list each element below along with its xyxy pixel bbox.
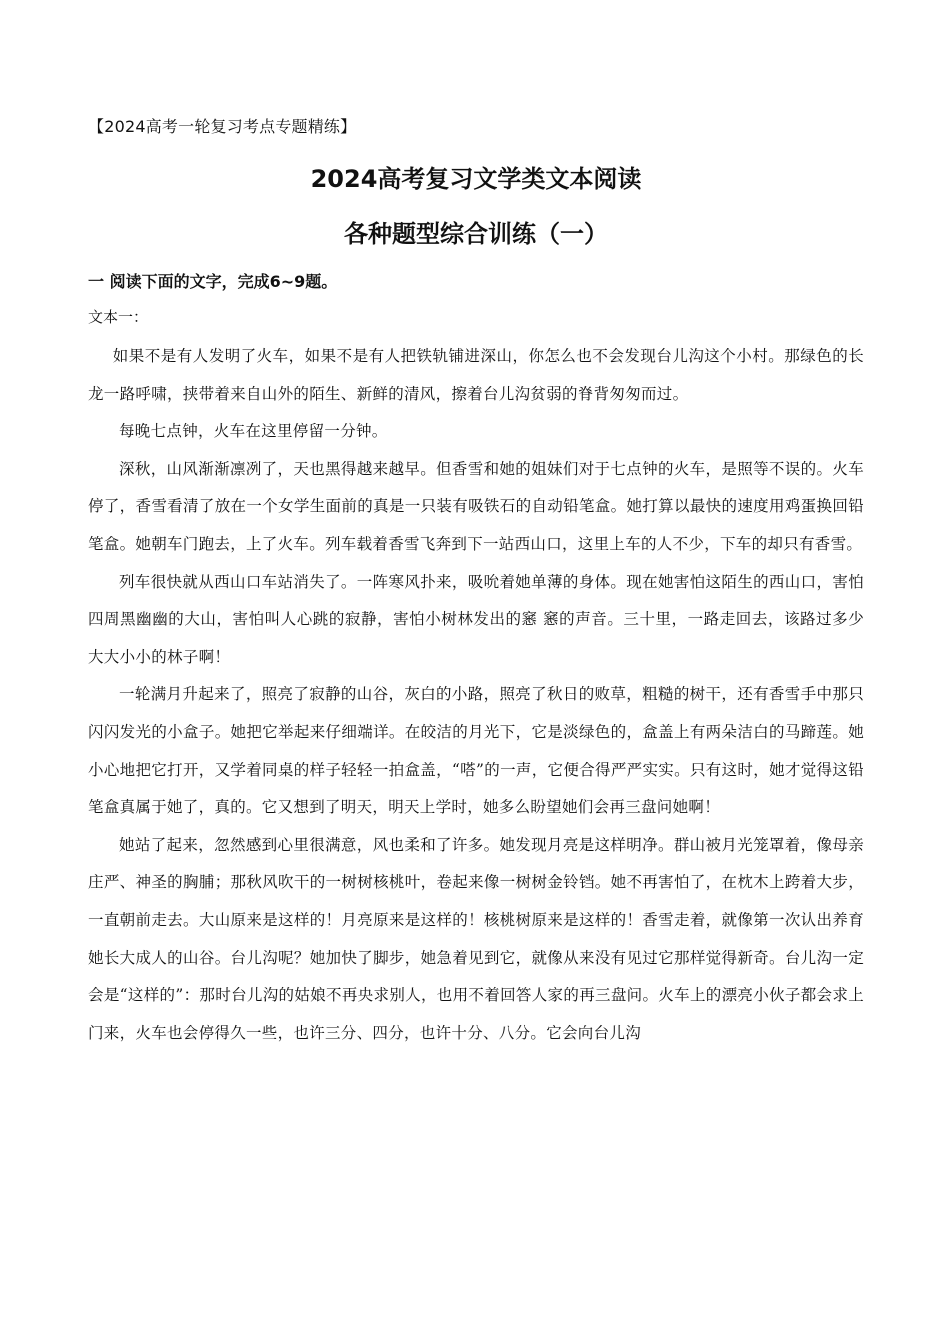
paragraph: 一轮满月升起来了，照亮了寂静的山谷，灰白的小路，照亮了秋日的败草，粗糙的树干，还有香雪手中那只闪闪发光的小盒子。她把它举起来仔细端详。在皎洁的月光下，它是淡绿色的，盒盖上有两朵洁白的马蹄莲。她小心地把它打开，又学着同桌的样子轻轻一拍盒盖，“嗒”的一声，它便合得严严实实。只有这时，她才觉得这铅笔盒真属于她了，真的。它又想到了明天，明天上学时，她多么盼望她们会再三盘问她啊！ <box>88 685 864 817</box>
header-tag: 【2024高考一轮复习考点专题精练】 <box>88 117 357 136</box>
paragraph: 深秋，山风渐渐凛冽了，天也黑得越来越早。但香雪和她的姐妹们对于七点钟的火车，是照等不误的。火车停了，香雪看清了放在一个女学生面前的真是一只装有吸铁石的自动铅笔盒。她打算以最快的速度用鸡蛋换回铅笔盒。她朝车门跑去，上了火车。列车载着香雪飞奔到下一站西山口，这里上车的人不少，下车的却只有香雪。 <box>88 459 864 553</box>
document-page <box>88 113 864 1052</box>
section-heading: 一 阅读下面的文字，完成6~9题。 <box>88 272 338 291</box>
document-title: 2024高考复习文学类文本阅读 <box>310 165 642 193</box>
passage <box>88 338 864 1052</box>
paragraph: 她站了起来，忽然感到心里很满意，风也柔和了许多。她发现月亮是这样明净。群山被月光笼罩着，像母亲庄严、神圣的胸脯；那秋风吹干的一树树核桃叶，卷起来像一树树金铃铛。她不再害怕了，在枕木上跨着大步，一直朝前走去。大山原来是这样的！月亮原来是这样的！核桃树原来是这样的！香雪走着，就像第一次认出养育她长大成人的山谷。台儿沟呢？她加快了脚步，她急着见到它，就像从来没有见过它那样觉得新奇。台儿沟一定会是“这样的”：那时台儿沟的姑娘不再央求别人，也用不着回答人家的再三盘问。火车上的漂亮小伙子都会求上门来，火车也会停得久一些，也许三分、四分，也许十分、八分。它会向台儿沟 <box>88 835 864 1042</box>
paragraph: 如果不是有人发明了火车，如果不是有人把铁轨铺进深山，你怎么也不会发现台儿沟这个小村。那绿色的长龙一路呼啸，挟带着来自山外的陌生、新鲜的清风，擦着台儿沟贫弱的脊背匆匆而过。 <box>88 347 864 403</box>
text-label: 文本一： <box>88 308 149 326</box>
paragraph: 列车很快就从西山口车站消失了。一阵寒风扑来，吸吮着她单薄的身体。现在她害怕这陌生的西山口，害怕四周黑幽幽的大山，害怕叫人心跳的寂静，害怕小树林发出的窸 窸的声音。三十里，一路走回去，该路过多少大大小小的林子啊！ <box>88 572 864 666</box>
paragraph: 每晚七点钟，火车在这里停留一分钟。 <box>119 422 388 441</box>
document-subtitle: 各种题型综合训练（一） <box>344 220 608 248</box>
